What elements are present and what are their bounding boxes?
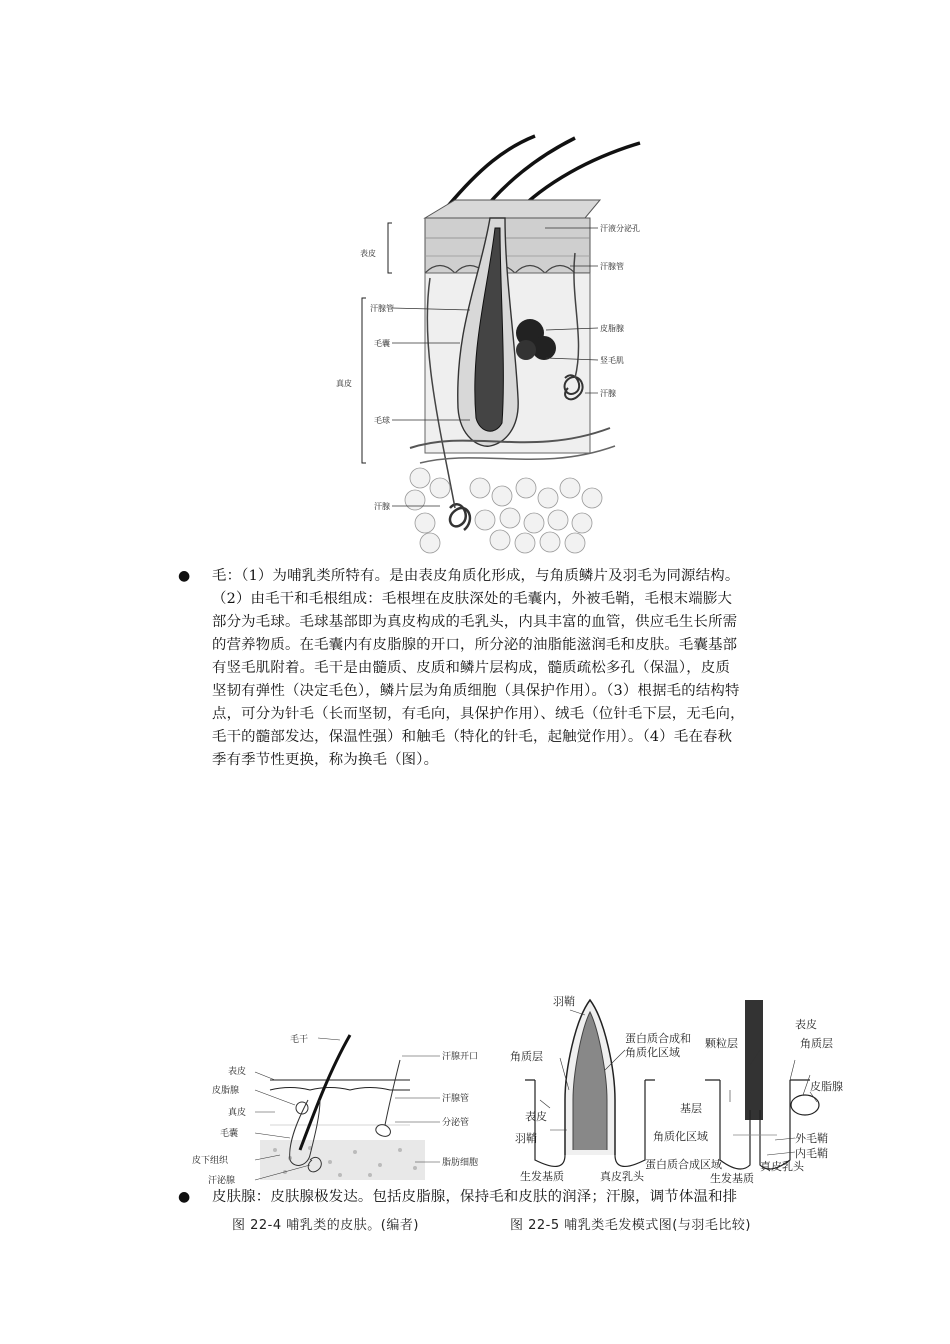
- figure-hair-vs-feather: [505, 990, 855, 1190]
- label-sweat-duct: 汗腺管: [442, 1094, 470, 1104]
- para-line: （2）由毛干和毛根组成：毛根埋在皮肤深处的毛囊内，外被毛鞘，毛根末端膨大: [212, 591, 733, 607]
- label-hair-bulb: 毛球: [374, 416, 390, 425]
- para-line: 有竖毛肌附着。毛干是由髓质、皮质和鳞片层构成，髓质疏松多孔（保温），皮质: [212, 660, 731, 676]
- para-line: 季有季节性更换，称为换毛（图）。: [212, 752, 439, 768]
- caption-fig-22-4: 图 22-4 哺乳类的皮肤。(编者): [232, 1218, 419, 1233]
- section-hair: [178, 565, 808, 772]
- label-follicle: 毛囊: [374, 339, 390, 348]
- label-sebaceous: 皮脂腺: [212, 1086, 240, 1096]
- label-hair-shaft: 毛干: [290, 1035, 309, 1045]
- label-sebaceous-gland: 皮脂腺: [600, 324, 624, 333]
- label-subcutis: 皮下组织: [192, 1156, 229, 1166]
- figure-skin-hair-section: [330, 128, 660, 558]
- label-outer-sheath: 外毛鞘: [795, 1132, 828, 1145]
- label-keratin-region: 角质化区域: [653, 1130, 708, 1143]
- label-epidermis-right: 表皮: [795, 1018, 817, 1031]
- hair-feather-diagram: [505, 990, 855, 1190]
- label-protein-region: 蛋白质合成区域: [645, 1158, 722, 1171]
- label-sweat-opening: 汗腺开口: [442, 1052, 479, 1062]
- label-dermal-papilla-left: 真皮乳头: [600, 1170, 644, 1183]
- mammal-skin-diagram: [190, 1030, 495, 1195]
- label-inner-sheath: 内毛鞘: [795, 1147, 828, 1160]
- label-sweat-duct-right: 汗腺管: [600, 262, 624, 271]
- caption-fig-22-5: 图 22-5 哺乳类毛发模式图(与羽毛比较): [510, 1218, 751, 1233]
- section-skin-glands: [178, 1186, 808, 1209]
- label-sweat-pore: 汗液分泌孔: [600, 224, 640, 233]
- label-follicle: 毛囊: [220, 1129, 239, 1139]
- para-line: 毛干的髓部发达，保温性强）和触毛（特化的针毛，起触觉作用）。（4）毛在春秋: [212, 729, 733, 745]
- skin-hair-illustration: [330, 128, 660, 558]
- para-line: 点，可分为针毛（长而坚韧，有毛向，具保护作用）、绒毛（位针毛下层，无毛向，: [212, 706, 745, 722]
- label-basal: 基层: [680, 1102, 702, 1115]
- label-dermal-papilla-right: 真皮乳头: [760, 1160, 804, 1173]
- label-dermis: 真皮: [336, 379, 352, 388]
- label-sebaceous-right: 皮脂腺: [810, 1080, 843, 1093]
- label-epidermis: 表皮: [360, 249, 376, 258]
- label-dermis: 真皮: [228, 1108, 247, 1118]
- label-sweat-duct-left: 汗腺管: [370, 304, 394, 313]
- label-sweat-gland: 汗泌腺: [208, 1176, 236, 1186]
- label-secretory: 分泌管: [442, 1118, 470, 1128]
- label-granular: 颗粒层: [705, 1037, 738, 1050]
- bullet-dot: ●: [178, 568, 191, 584]
- label-protein-zone: 蛋白质合成和: [625, 1032, 691, 1045]
- hair-paragraph: [212, 565, 808, 772]
- skin-glands-paragraph: 皮肤腺：皮肤腺极发达。包括皮脂腺，保持毛和皮肤的润泽；汗腺，调节体温和排: [212, 1189, 738, 1205]
- label-sweat-gland-bottom: 汗腺: [374, 502, 390, 511]
- label-epidermis-left: 表皮: [525, 1110, 547, 1123]
- label-sheath-left: 羽鞘: [515, 1132, 537, 1145]
- label-epidermis: 表皮: [228, 1067, 247, 1077]
- para-line: 的营养物质。在毛囊内有皮脂腺的开口，所分泌的油脂能滋润毛和皮肤。毛囊基部: [212, 637, 738, 653]
- para-line: 坚韧有弹性（决定毛色），鳞片层为角质细胞（具保护作用）。（3）根据毛的结构特: [212, 683, 740, 699]
- label-sweat-gland-right: 汗腺: [600, 389, 616, 398]
- bullet-dot: ●: [178, 1189, 191, 1205]
- label-keratin-layer-right: 角质层: [800, 1037, 833, 1050]
- label-arrector-pili: 竖毛肌: [600, 356, 624, 365]
- para-line: 部分为毛球。毛球基部即为真皮构成的毛乳头，内具丰富的血管，供应毛生长所需: [212, 614, 738, 630]
- label-generative: 生发基质: [520, 1170, 564, 1183]
- para-line: 毛：（1）为哺乳类所特有。是由表皮角质化形成，与角质鳞片及羽毛为同源结构。: [212, 568, 740, 584]
- label-feather-sheath: 羽鞘: [553, 995, 575, 1008]
- label-keratin-zone: 角质化区域: [625, 1046, 680, 1059]
- label-generative-right: 生发基质: [710, 1172, 754, 1185]
- label-fat-cells: 脂肪细胞: [442, 1158, 479, 1168]
- figure-mammal-skin: [190, 1030, 495, 1195]
- label-keratin-layer-left: 角质层: [510, 1050, 543, 1063]
